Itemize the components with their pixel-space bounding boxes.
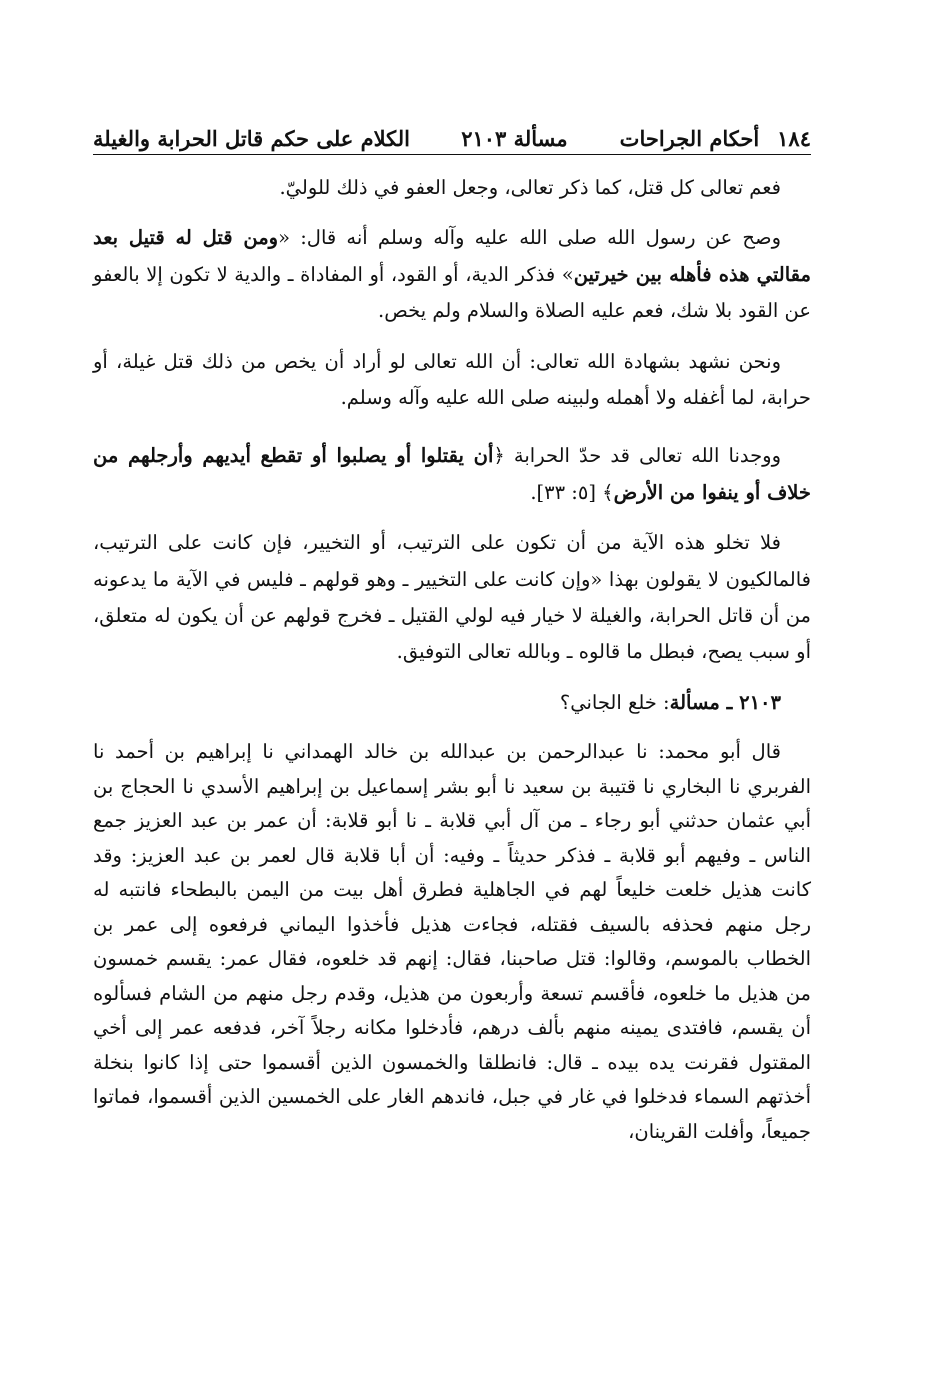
hadith-quote: ومن قتل له قتيل بعد مقالتي هذه فأهله بين خيرتين [93,226,811,286]
issue-heading [93,685,811,721]
header-rule [93,154,811,155]
issue-heading-title: : خلع الجاني؟ [559,690,670,714]
issue-heading-number: ٢١٠٣ ـ مسألة [669,690,781,714]
main-text [93,170,811,1163]
running-header [93,113,811,153]
page-number: ١٨٤ [777,126,811,151]
paragraph: ووجدنا الله تعالى قد حدّ الحرابة ﴿أن يقتلوا أو يصلبوا أو تقطع أيديهم وأرجلهم من خلاف أو ينفوا من الأرض﴾ [٥: ٣٣]. [93,444,811,504]
paragraph: وصح عن رسول الله صلى الله عليه وآله وسلم أنه قال: «ومن قتل له قتيل بعد مقالتي هذه فأهله بين خيرتين» فذكر الدية، أو القود، أو المفاداة ـ والدية لا تكون إلا بالعفو عن القود بلا شك، فعم عليه الصلاة والسلام ولم يخص. [93,226,811,323]
paragraph: فلا تخلو هذه الآية من أن تكون على الترتيب، أو التخيير، فإن كانت على الترتيب، فالمالكيون لا يقولون بهذا «وإن كانت على التخيير ـ وهو قولهم ـ فليس في الآية ما يدعونه من أن قاتل الحرابة، والغيلة لا خيار فيه لولي القتيل ـ فخرج قولهم عن أن يكون له متعلق، أو سبب يصح، فبطل ما قالوه ـ وبالله تعالى التوفيق. [93,531,811,664]
paragraph: ونحن نشهد بشهادة الله تعالى: أن الله تعالى لو أراد أن يخص من ذلك قتل غيلة، أو حرابة، لما أغفله ولا أهمله ولبينه صلى الله عليه وآله وسلم. [93,349,811,410]
book-title: أحكام الجراحات [619,126,760,151]
hadith-paragraph: قال أبو محمد: نا عبدالرحمن بن عبدالله بن خالد الهمداني نا إبراهيم بن أحمد نا الفربري نا البخاري نا قتيبة بن سعيد نا أبو بشر إسماعيل بن إبراهيم الأسدي نا الحجاج بن أبي عثمان حدثني أبو رجاء ـ من آل أبي قلابة ـ نا أبو قلابة: أن عمر بن عبد العزيز جمع الناس ـ وفيهم أبو قلابة ـ فذكر حديثاً ـ وفيه: أن أبا قلابة قال لعمر بن عبد العزيز: وقد كانت هذيل خلعت خليعاً لهم في الجاهلية فطرق أهل بيت من اليمن بالبطحاء فانتبه له رجل منهم فحذفه بالسيف فقتله، فجاءت هذيل فأخذوا اليماني فرفعوه إلى عمر بن الخطاب بالموسم، وقالوا: قتل صاحبنا، فقال: إنهم قد خلعوه، فقال عمر: يقسم خمسون من هذيل ما خلعوه، فأقسم تسعة وأربعون من هذيل، وقدم رجل منهم من الشام فسألوه أن يقسم، فافتدى يمينه منهم بألف درهم، فأدخلوا مكانه رجلاً آخر، فدفعه عمر إلى أخي المقتول فقرنت يده بيده ـ قال: فانطلقا والخمسون الذين أقسموا حتى إذا كانوا بنخلة أخذتهم السماء فدخلوا في غار في جبل، فاندهم الغار على الخمسين الذين أقسموا، فماتوا جميعاً، وأفلت القرينان، [93,740,811,1143]
issue-number: مسألة ٢١٠٣ [461,126,568,151]
header-right [461,125,811,153]
paragraph: فعم تعالى كل قتل، كما ذكر تعالى، وجعل العفو في ذلك للوليّ. [279,176,781,199]
section-title: الكلام على حكم قاتل الحرابة والغيلة [93,126,411,151]
quran-verse: أن يقتلوا أو يصلبوا أو تقطع أيديهم وأرجلهم من خلاف أو ينفوا من الأرض [93,444,811,504]
